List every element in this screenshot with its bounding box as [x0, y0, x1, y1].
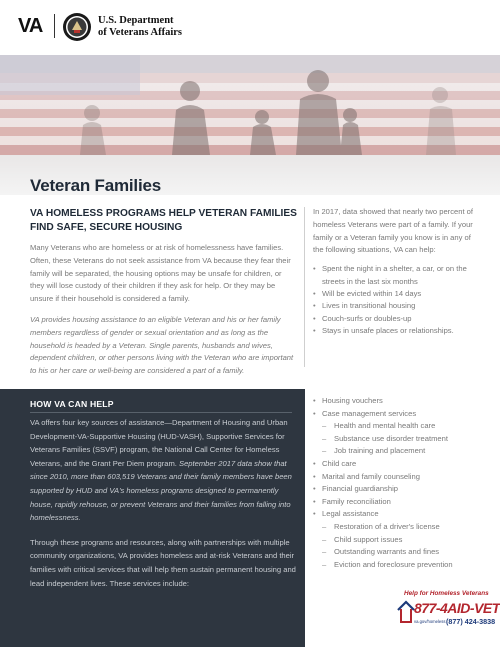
situation-list — [313, 263, 483, 337]
service-item: • Financial guardianship — [313, 483, 493, 496]
family-silhouette-image — [0, 55, 500, 155]
intro-heading: VA HOMELESS PROGRAMS HELP VETERAN FAMILIES FIND SAFE, SECURE HOUSING — [30, 208, 297, 233]
hotline-tagline: Help for Homeless Veterans — [404, 590, 489, 597]
va-seal-icon — [62, 12, 92, 42]
list-item: • Lives in transitional housing — [313, 300, 483, 312]
service-subitem: – Outstanding warrants and fines — [313, 546, 493, 559]
intro-section — [30, 207, 298, 378]
how-paragraph-1 — [30, 416, 296, 525]
how-heading: HOW VA CAN HELP — [30, 399, 114, 409]
department-line-2: of Veterans Affairs — [98, 27, 182, 38]
service-item: • Housing vouchers — [313, 395, 493, 408]
service-item: • Legal assistance — [313, 508, 493, 521]
list-item: • Will be evicted within 14 days — [313, 288, 483, 300]
service-item: • Family reconciliation — [313, 496, 493, 509]
intro-paragraph-2: VA provides housing assistance to an eligible Veteran and his or her family members regardless of gender or sexual orientation and as long as the household is headed by a Veteran. Single parents, husbands and wives, dependent children, or other persons living with the Veteran who are important to his or her care or well-being are considered a part of a family. — [30, 314, 294, 376]
list-item: • Stays in unsafe places or relationships. — [313, 325, 483, 337]
service-subitem: – Health and mental health care — [313, 420, 493, 433]
family-banner-image — [0, 55, 500, 155]
stats-section — [313, 206, 483, 338]
service-subitem: – Restoration of a driver's license — [313, 521, 493, 534]
service-item: • Case management services — [313, 408, 493, 421]
column-divider — [304, 207, 305, 367]
department-line-1: U.S. Department — [98, 15, 174, 26]
service-item: • Child care — [313, 458, 493, 471]
house-icon — [396, 598, 416, 624]
services-list — [313, 395, 493, 571]
department-name — [98, 15, 182, 39]
how-section — [30, 416, 296, 590]
how-paragraph-1-text: VA offers four key sources of assistance—Department of Housing and Urban Development-VA-Supportive Housing (HUD-VASH), Supportive Services for Veterans Families (SSVF) program, the National Call Center for Homeless Veterans, and the Grant Per Diem program. — [30, 418, 288, 468]
page-title: Veteran Families — [30, 176, 161, 195]
service-item: • Marital and family counseling — [313, 471, 493, 484]
hotline-number: 877-4AID-VET — [414, 600, 500, 616]
list-item: • Couch-surfs or doubles-up — [313, 313, 483, 325]
va-logo: VA — [18, 15, 43, 37]
hotline-logo — [396, 588, 500, 644]
intro-paragraph-1: Many Veterans who are homeless or at risk of homelessness have families. Often, these Veterans do not seek assistance from VA because they fear their family will be separated, the housing options may be unsafe for children, or they will lose custody of their children if they ask for help. Or they may be unsure if their household is considered a family. — [30, 243, 291, 304]
hotline-phone: (877) 424-3838 — [446, 617, 496, 626]
how-paragraph-1-italic: September 2017 data show that since 2010, more than 603,519 Veterans and their family members have been supported by HUD and VA's homeless programs designed to permanently house, rapidly rehouse, or prevent Veterans and their families from falling into homelessness. — [30, 458, 292, 523]
service-subitem: – Eviction and foreclosure prevention — [313, 559, 493, 572]
header-divider — [54, 14, 55, 38]
how-paragraph-2: Through these programs and resources, along with partnerships with multiple community organizations, VA provides homeless and at-risk Veterans and their families with critical services that will help them sustain permanent housing and lead independent lives. These services include: — [30, 537, 296, 588]
service-subitem: – Substance use disorder treatment — [313, 433, 493, 446]
service-subitem: – Job training and placement — [313, 445, 493, 458]
how-heading-rule — [30, 412, 292, 413]
stats-paragraph: In 2017, data showed that nearly two percent of homeless Veterans were part of a family. If your family or a Veteran family you know is in any of the following situations, VA can help: — [313, 207, 473, 255]
service-subitem: – Child support issues — [313, 534, 493, 547]
page-header — [0, 0, 500, 55]
list-item: • Spent the night in a shelter, a car, or on the streets in the last six months — [313, 263, 483, 288]
hotline-url: va.gov/homeless — [414, 619, 446, 624]
